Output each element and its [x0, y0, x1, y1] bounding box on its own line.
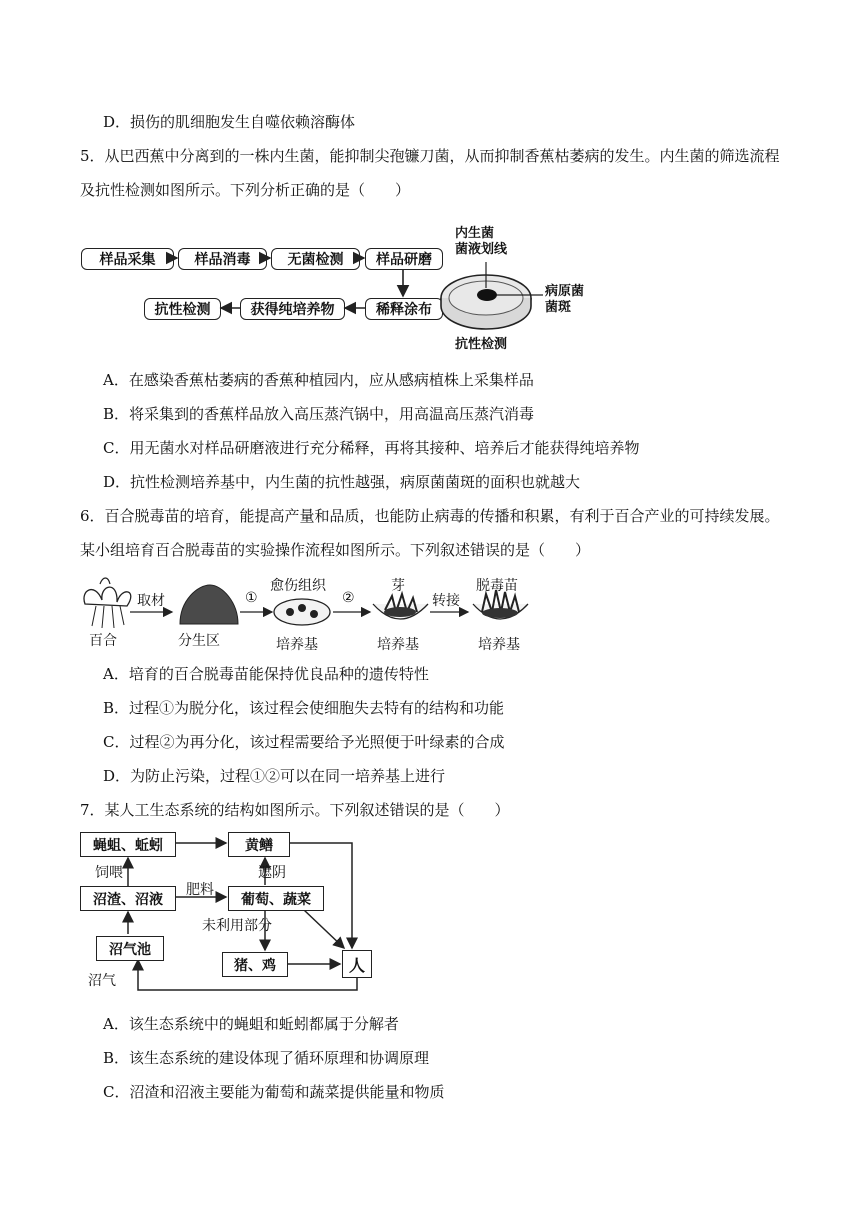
- flow-step-sample-disinfect: 样品消毒: [178, 248, 267, 270]
- q6-option-a: A．培育的百合脱毒苗能保持优良品种的遗传特性: [103, 665, 429, 683]
- callus-dish-illustration: [274, 599, 330, 625]
- q4-option-d: D．损伤的肌细胞发生自噬依赖溶酶体: [103, 113, 356, 131]
- q5-stem-line2: 及抗性检测如图所示。下列分析正确的是（ ）: [80, 181, 411, 199]
- edge-label-unused: 未利用部分: [202, 918, 272, 934]
- label-step1: ①: [245, 590, 258, 606]
- label-lily: 百合: [89, 633, 117, 649]
- node-pig-chicken: 猪、鸡: [222, 952, 288, 977]
- label-meristem: 分生区: [178, 633, 220, 649]
- q6-option-b: B．过程①为脱分化，该过程会使细胞失去特有的结构和功能: [103, 699, 505, 717]
- flow-step-dilution-plating: 稀释涂布: [365, 298, 443, 320]
- label-transfer: 转接: [432, 593, 460, 609]
- q7-option-b: B．该生态系统的建设体现了循环原理和协调原理: [103, 1049, 430, 1067]
- flow-step-sterility-test: 无菌检测: [271, 248, 360, 270]
- label-take: 取材: [137, 593, 165, 609]
- dish-label-plaque: 菌斑: [545, 300, 572, 315]
- lily-bulb-illustration: [84, 578, 131, 628]
- label-step2: ②: [342, 590, 355, 606]
- edge-label-fertilizer: 肥料: [186, 882, 214, 898]
- dish-label-pathogen: 病原菌: [545, 284, 585, 299]
- label-medium-2: 培养基: [377, 637, 419, 653]
- q6-stem-line1: 6．百合脱毒苗的培育，能提高产量和品质，也能防止病毒的传播和积累，有利于百合产业的可持续发展。: [80, 507, 780, 525]
- q5-option-b: B．将采集到的香蕉样品放入高压蒸汽锅中，用高温高压蒸汽消毒: [103, 405, 535, 423]
- q7-option-a: A．该生态系统中的蝇蛆和蚯蚓都属于分解者: [103, 1015, 399, 1033]
- q6-stem-line2: 某小组培育百合脱毒苗的实验操作流程如图所示。下列叙述错误的是（ ）: [80, 541, 591, 559]
- edge-label-feed: 饲喂: [95, 865, 123, 881]
- node-biogas-pool: 沼气池: [96, 936, 164, 961]
- q5-option-c: C．用无菌水对样品研磨液进行充分稀释，再将其接种、培养后才能获得纯培养物: [103, 439, 640, 457]
- q7-stem: 7．某人工生态系统的结构如图所示。下列叙述错误的是（ ）: [80, 801, 510, 819]
- q6-option-c: C．过程②为再分化，该过程需要给予光照便于叶绿素的合成: [103, 733, 505, 751]
- dish-caption: 抗性检测: [455, 337, 508, 352]
- edge-label-shade: 遮阴: [258, 865, 286, 881]
- meristem-illustration: [180, 585, 238, 624]
- q5-option-a: A．在感染香蕉枯萎病的香蕉种植园内，应从感病植株上采集样品: [103, 371, 534, 389]
- q6-option-d: D．为防止污染，过程①②可以在同一培养基上进行: [103, 767, 446, 785]
- label-medium-1: 培养基: [276, 637, 318, 653]
- label-seedling: 脱毒苗: [476, 578, 518, 594]
- node-maggot-earthworm: 蝇蛆、蚯蚓: [80, 832, 176, 857]
- label-callus: 愈伤组织: [270, 578, 326, 594]
- node-residue: 沼渣、沼液: [80, 886, 176, 911]
- node-human: 人: [342, 950, 372, 978]
- node-eel: 黄鳝: [228, 832, 290, 857]
- flow-step-sample-collect: 样品采集: [81, 248, 174, 270]
- flow-step-pure-culture: 获得纯培养物: [240, 298, 345, 320]
- label-bud: 芽: [391, 578, 405, 594]
- q7-option-c: C．沼渣和沼液主要能为葡萄和蔬菜提供能量和物质: [103, 1083, 445, 1101]
- q5-option-d: D．抗性检测培养基中，内生菌的抗性越强，病原菌菌斑的面积也就越大: [103, 473, 581, 491]
- dish-label-endophyte: 内生菌: [455, 226, 495, 241]
- flow-step-resistance-test: 抗性检测: [144, 298, 221, 320]
- bud-dish-illustration: [373, 594, 428, 619]
- petri-dish: [441, 262, 543, 329]
- label-medium-3: 培养基: [478, 637, 520, 653]
- dish-label-streak: 菌液划线: [455, 242, 508, 257]
- q5-stem-line1: 5．从巴西蕉中分离到的一株内生菌，能抑制尖孢镰刀菌，从而抑制香蕉枯萎病的发生。内生菌的筛选流程: [80, 147, 780, 165]
- flow-step-grind: 样品研磨: [365, 248, 443, 270]
- edge-label-biogas: 沼气: [88, 973, 116, 989]
- node-grape-vegetable: 葡萄、蔬菜: [228, 886, 324, 911]
